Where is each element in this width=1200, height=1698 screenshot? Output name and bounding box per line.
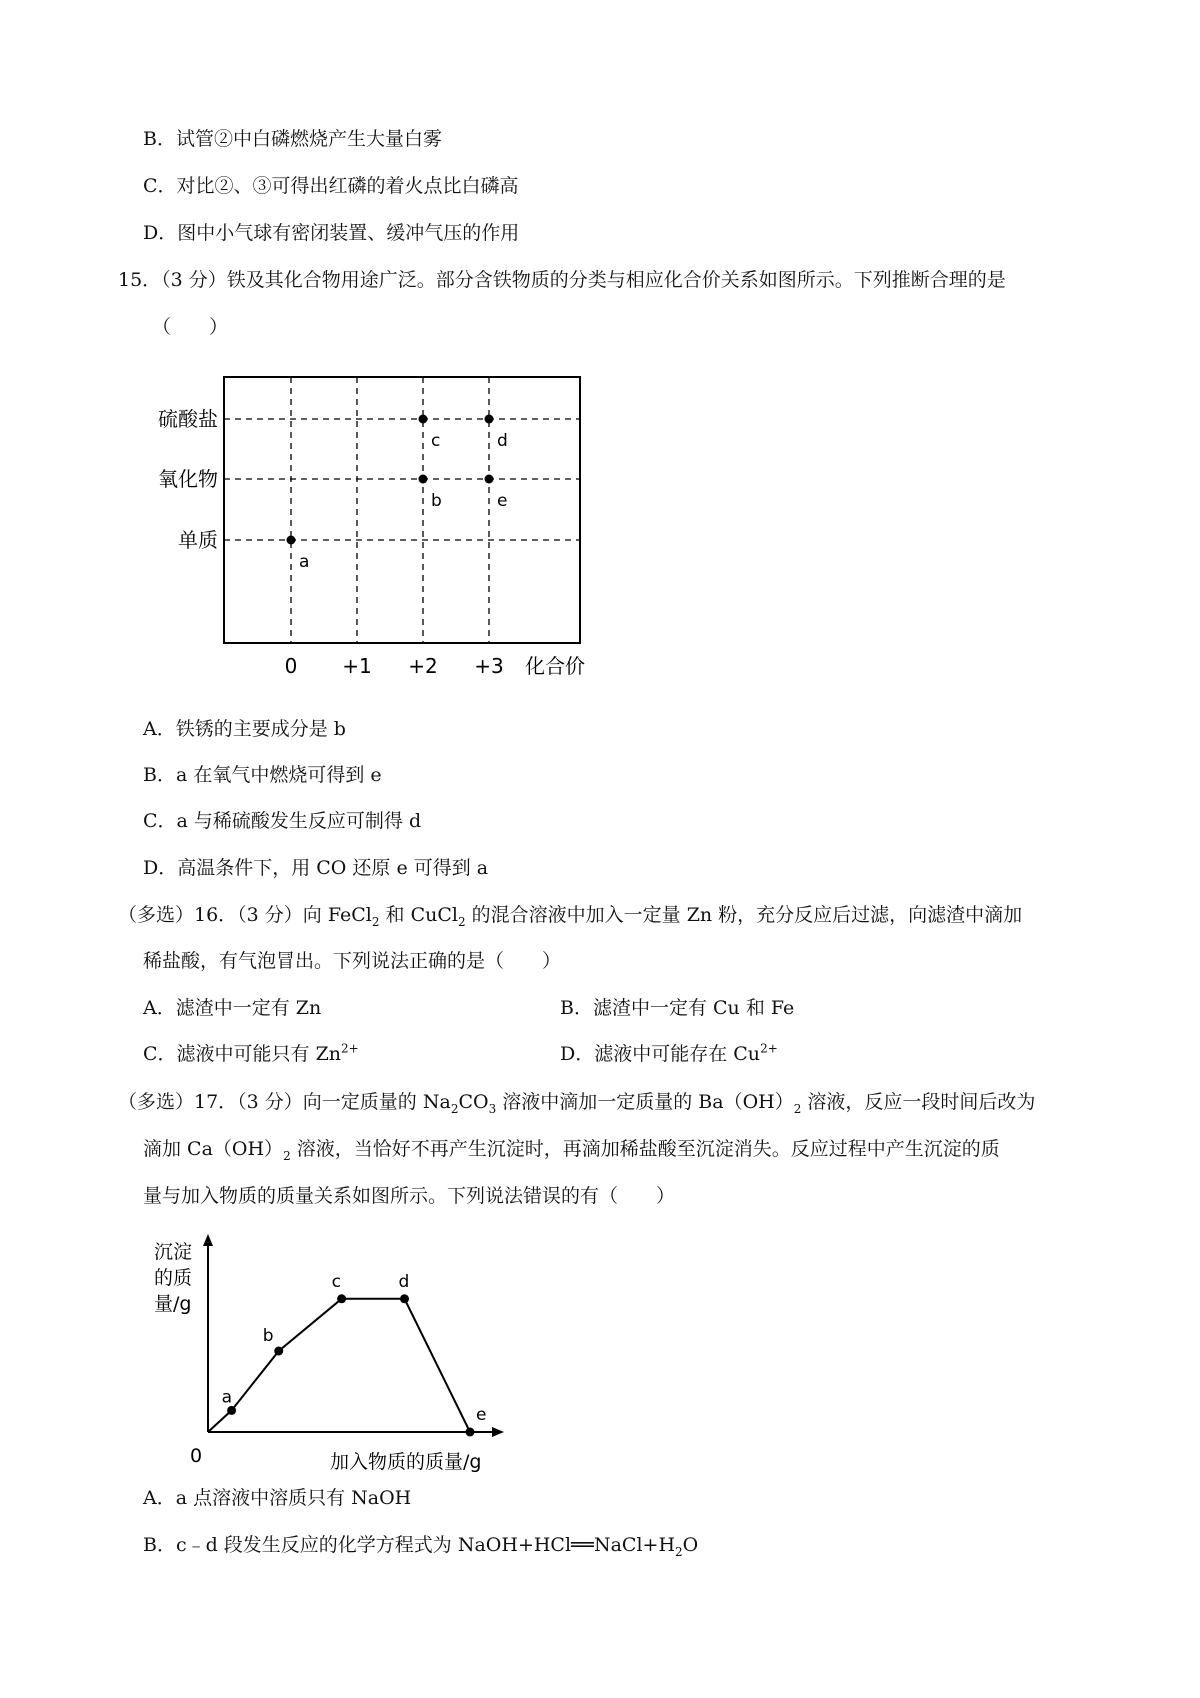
data-point-b: [274, 1347, 283, 1356]
q15-option-b: [143, 762, 382, 788]
y-tick-label: 单质: [178, 528, 218, 552]
chart-grid: [224, 377, 580, 643]
option-text: a 在氧气中燃烧可得到 e: [175, 764, 382, 786]
q16-option-c: [143, 1041, 359, 1067]
option-label: D．: [143, 222, 178, 244]
option-label: D．: [143, 857, 178, 879]
origin-label: 0: [190, 1445, 203, 1467]
data-point-b: [419, 475, 428, 484]
subscript: 2: [675, 1544, 683, 1559]
data-point-d: [485, 415, 494, 424]
option-text: C．滤液中可能只有 Zn: [143, 1043, 342, 1065]
data-point-c: [419, 415, 428, 424]
data-point-a: [287, 536, 296, 545]
subscript: 2: [457, 914, 466, 929]
option-label: A．: [143, 718, 176, 740]
option-text: 铁锈的主要成分是 b: [175, 718, 346, 740]
stem-text: （多选）16．（3 分）向 FeCl: [118, 904, 372, 926]
superscript: 2+: [760, 1041, 778, 1056]
option-text: B．c﹣d 段发生反应的化学方程式为 NaOH+HCl: [143, 1534, 572, 1556]
q14-option-d: [143, 220, 519, 246]
q14-option-c: [143, 173, 519, 199]
q16-stem-line1: [118, 902, 1022, 928]
stem-text: 和 CuCl: [379, 904, 458, 926]
option-text: a 与稀硫酸发生反应可制得 d: [176, 810, 422, 832]
point-label-d: d: [497, 431, 508, 451]
x-axis-arrow: [492, 1427, 504, 1437]
q16-option-a: A．滤渣中一定有 Zn: [143, 997, 322, 1019]
option-text: 试管②中白磷燃烧产生大量白雾: [175, 128, 442, 150]
y-axis-labels: [158, 407, 218, 552]
data-point-e: [466, 1428, 475, 1437]
x-tick-label: 0: [284, 654, 298, 678]
q16-option-d: [560, 1041, 778, 1067]
q17-stem-line3: 量与加入物质的质量关系如图所示。下列说法错误的有（ ）: [143, 1185, 676, 1207]
q15-chart: [140, 365, 630, 685]
stem-text: 溶液，当恰好不再产生沉淀时，再滴加稀盐酸至沉淀消失。反应过程中产生沉淀的质: [290, 1138, 1000, 1160]
option-label: B．: [143, 128, 176, 150]
option-text: 图中小气球有密闭装置、缓冲气压的作用: [177, 222, 520, 244]
q16-stem-line2: 稀盐酸，有气泡冒出。下列说法正确的是（ ）: [143, 950, 562, 972]
q14-option-b: [143, 126, 442, 152]
subscript: 2: [793, 1101, 802, 1116]
stem-text: （多选）17．（3 分）向一定质量的 Na: [118, 1091, 451, 1113]
q15-option-a: [143, 716, 346, 742]
y-axis-arrow: [203, 1234, 213, 1246]
chart-axes: [203, 1234, 504, 1437]
series-line: [208, 1299, 470, 1432]
point-label-c: c: [431, 431, 441, 451]
y-tick-label: 硫酸盐: [158, 407, 218, 431]
stem-text: 滴加 Ca（OH）: [143, 1138, 284, 1160]
q17-option-a: A．a 点溶液中溶质只有 NaOH: [143, 1487, 412, 1509]
x-axis-title: 化合价: [525, 654, 585, 678]
subscript: 3: [488, 1101, 497, 1116]
chart-series: [208, 1272, 486, 1437]
q15-option-c: [143, 808, 421, 834]
y-tick-label: 氧化物: [158, 467, 218, 491]
subscript: 2: [450, 1101, 459, 1116]
stem-text: CO: [458, 1091, 489, 1113]
x-axis-labels: [285, 654, 585, 678]
q17-option-b: [143, 1532, 698, 1558]
q15-option-d: [143, 855, 488, 881]
point-label-b: b: [262, 1326, 274, 1346]
point-label-d: d: [398, 1271, 410, 1292]
point-label-c: c: [331, 1271, 341, 1292]
x-tick-label: +1: [342, 654, 372, 678]
stem-text: 溶液，反应一段时间后改为: [801, 1091, 1036, 1113]
point-label-e: e: [476, 1405, 487, 1425]
option-text: NaCl+H: [593, 1534, 676, 1556]
data-point-e: [485, 475, 494, 484]
y-axis-label-line: 量/g: [154, 1293, 192, 1315]
q17-stem-line2: [143, 1136, 1000, 1162]
q17-chart: [140, 1230, 520, 1480]
q15-stem: 15．（3 分）铁及其化合物用途广泛。部分含铁物质的分类与相应化合价关系如图所示。下列推断合理的是: [118, 269, 1006, 291]
stem-text: 溶液中滴加一定质量的 Ba（OH）: [496, 1091, 794, 1113]
stem-text: 的混合溶液中加入一定量 Zn 粉，充分反应后过滤，向滤渣中滴加: [465, 904, 1023, 926]
subscript: 2: [371, 914, 380, 929]
option-text: D．滤液中可能存在 Cu: [560, 1043, 761, 1065]
equals-sign: ══: [571, 1534, 594, 1556]
option-label: B．: [143, 764, 176, 786]
option-text: O: [682, 1534, 699, 1556]
point-label-b: b: [431, 491, 442, 511]
x-axis-label: 加入物质的质量/g: [330, 1451, 482, 1473]
subscript: 2: [283, 1148, 291, 1163]
point-label-a: a: [221, 1387, 233, 1408]
chart-frame: [224, 377, 580, 643]
x-tick-label: +3: [474, 654, 504, 678]
data-point-c: [337, 1294, 346, 1303]
data-point-d: [400, 1294, 409, 1303]
option-label: C．: [143, 810, 177, 832]
q15-answer-blank: （ ）: [152, 316, 229, 338]
option-text: 高温条件下，用 CO 还原 e 可得到 a: [177, 857, 489, 879]
x-tick-label: +2: [408, 654, 438, 678]
option-text: 对比②、③可得出红磷的着火点比白磷高: [176, 175, 519, 197]
point-label-e: e: [497, 491, 508, 511]
y-axis-label-line: 的质: [154, 1267, 193, 1289]
point-label-a: a: [299, 552, 310, 572]
option-label: C．: [143, 175, 177, 197]
q16-option-b: B．滤渣中一定有 Cu 和 Fe: [560, 997, 795, 1019]
superscript: 2+: [341, 1041, 359, 1056]
y-axis-label-line: 沉淀: [154, 1241, 193, 1263]
q17-stem-line1: [118, 1089, 1035, 1115]
chart-points: [287, 415, 508, 573]
